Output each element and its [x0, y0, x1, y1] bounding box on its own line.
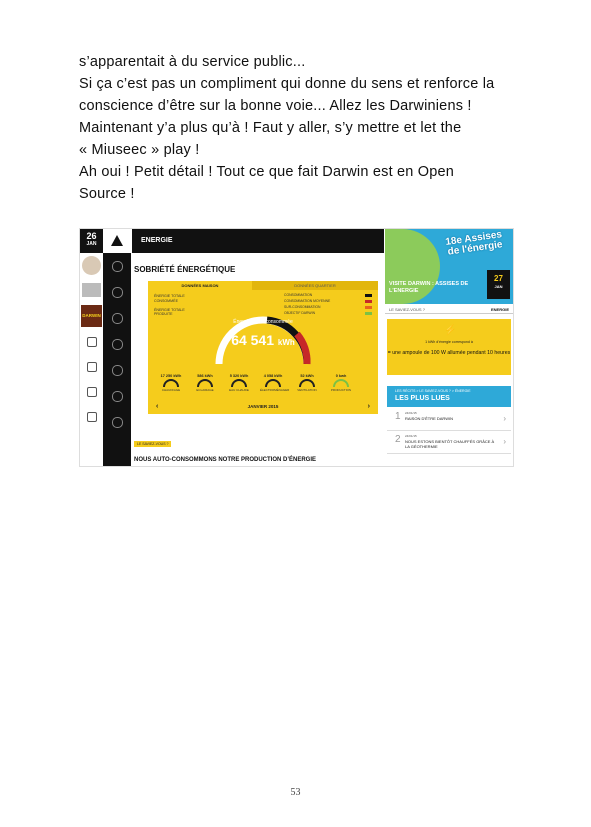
fact-line: 1 kWh d'énergie correspond à — [425, 340, 473, 344]
body-text — [79, 51, 513, 205]
trash-icon[interactable] — [112, 339, 123, 350]
banner-title: 18e Assises de l'énergie — [444, 229, 504, 258]
small-gauge — [260, 374, 290, 404]
item-number: 2 — [395, 434, 401, 445]
category-tag[interactable]: LE SAVIEZ-VOUS ? — [134, 441, 171, 447]
gear-icon[interactable] — [112, 365, 123, 376]
small-gauge-caption: EAU CHAUDE — [229, 388, 249, 392]
bulb-icon[interactable] — [112, 261, 123, 272]
breadcrumb: LES RÉCITS > LE SAVIEZ-VOUS ? > ÉNERGIE — [395, 389, 471, 393]
legend-row: CONSOMMATION — [284, 293, 372, 299]
gauge-arc-icon — [163, 379, 179, 387]
text-line: Maintenant y’a plus qu’à ! Faut y aller, s’y mettre et let the — [79, 120, 462, 136]
most-read-panel — [387, 386, 511, 466]
tab-district-data[interactable]: DONNÉES QUARTIER — [252, 281, 378, 290]
event-banner[interactable] — [385, 229, 513, 304]
darwin-logo: DARWIN — [81, 305, 102, 327]
banner-day: 27 — [494, 274, 503, 283]
legend-row: SUR-CONSOMMATION — [284, 305, 372, 311]
small-gauge-value: 52 kWh — [300, 374, 314, 378]
list-item[interactable] — [387, 431, 511, 454]
gauge-number: 64 541 — [231, 332, 275, 348]
main-panel — [132, 229, 384, 466]
tab-house-data[interactable]: DONNÉES MAISON — [148, 281, 252, 290]
bike-image — [82, 283, 101, 297]
bike-icon[interactable] — [112, 287, 123, 298]
small-gauge-value: 17 250 kWh — [160, 374, 182, 378]
did-you-know-category: ENERGIE — [490, 307, 509, 312]
date-badge — [80, 229, 103, 253]
tab-bar — [148, 281, 378, 290]
fact-highlight: = une ampoule de 100 W allumée pendant 10 heures — [387, 350, 511, 356]
text-line: Source ! — [79, 186, 135, 202]
lightning-icon: ⚡ — [444, 325, 457, 336]
main-gauge — [211, 314, 315, 366]
small-gauge — [158, 374, 184, 404]
chevron-right-icon: › — [503, 437, 506, 446]
list-item[interactable] — [387, 408, 511, 431]
page-title: SOBRIÉTÉ ÉNERGÉTIQUE — [134, 265, 236, 274]
small-gauge-caption: CHAUFFAGE — [161, 388, 181, 392]
energy-dashboard — [148, 281, 378, 414]
small-gauge-caption: ÉLECTROMÉNAGER — [260, 388, 290, 392]
gauge-arc-icon — [333, 379, 349, 387]
chevron-right-icon: › — [503, 414, 506, 423]
gauge-arc-icon — [299, 379, 315, 387]
page-number: 53 — [290, 787, 301, 798]
banner-caption: VISITE DARWIN : ASSISES DE L'ENERGIE — [389, 281, 469, 294]
small-gauge-value: 5 320 kWh — [229, 374, 249, 378]
tool-icon — [87, 337, 97, 347]
did-you-know-card — [387, 319, 511, 375]
item-title: RAISON D'ÊTRE DARWIN — [405, 416, 454, 421]
avatar — [82, 256, 101, 275]
did-you-know-label: LE SAVIEZ-VOUS ? — [389, 307, 425, 312]
gauge-unit: kWh — [277, 338, 295, 347]
chevron-right-icon[interactable]: › — [367, 403, 370, 410]
small-gauge-value: 586 kWh — [197, 374, 213, 378]
item-date: 24/01/15 — [405, 411, 417, 415]
small-gauge-value: 0 kwh — [335, 374, 347, 378]
section-bar — [132, 229, 384, 253]
text-line: s’apparentait à du service public... — [79, 54, 306, 70]
period-label: JANVIER 2015 — [247, 404, 279, 409]
item-title: NOUS ESTONS BIENTÔT CHAUFFÉS GRÂCE À LA GÉOTHERMIE — [405, 439, 495, 449]
small-gauge — [192, 374, 218, 404]
embedded-screenshot — [79, 228, 514, 467]
small-gauge-value: 4 058 kWh — [263, 374, 283, 378]
text-line: conscience d’être sur la bonne voie... Allez les Darwiniens ! — [79, 98, 472, 114]
warning-icon — [111, 235, 123, 246]
legend-row: CONSOMMATION MOYENNE — [284, 299, 372, 305]
item-date: 24/01/15 — [405, 434, 417, 438]
right-column — [385, 229, 513, 466]
date-day: 26 — [86, 231, 97, 241]
article-headline[interactable]: NOUS AUTO-CONSOMMONS NOTRE PRODUCTION D’ÉNERGIE — [134, 457, 317, 463]
small-gauge-caption: ECLAIRAGE — [196, 388, 214, 392]
leaf-icon[interactable] — [112, 313, 123, 324]
legend-row: OBJECTIF DARWIN — [284, 311, 372, 317]
section-title: ENERGIE — [141, 237, 173, 244]
small-gauge — [226, 374, 252, 404]
text-line: Si ça c’est pas un compliment qui donne du sens et renforce la — [79, 76, 495, 92]
gauge-arc-icon — [197, 379, 213, 387]
warning-tile — [103, 229, 131, 253]
small-gauge-caption: PRODUCTION — [330, 388, 352, 392]
banner-month: JAN — [494, 284, 503, 289]
left-sidebar — [80, 229, 103, 466]
black-sidebar — [103, 229, 131, 466]
gauge-arc-icon — [231, 379, 247, 387]
most-read-title: LES PLUS LUES — [395, 395, 450, 402]
most-read-header — [387, 386, 511, 407]
chevron-left-icon[interactable]: ‹ — [156, 403, 159, 410]
small-gauge — [294, 374, 320, 404]
date-month: JAN — [86, 241, 97, 247]
item-number: 1 — [395, 411, 401, 422]
map-icon — [87, 362, 97, 372]
legend-left: ÉNERGIE TOTALE CONSOMMÉE ÉNERGIE TOTALE PRODUITE — [154, 294, 185, 316]
text-line: « Miuseec » play ! — [79, 142, 200, 158]
document-icon — [87, 387, 97, 397]
wifi-icon[interactable] — [112, 391, 123, 402]
text-line: Ah oui ! Petit détail ! Tout ce que fait Darwin est en Open — [79, 164, 455, 180]
period-selector — [148, 401, 378, 414]
did-you-know-header — [385, 307, 513, 314]
gauge-value — [211, 332, 315, 348]
small-gauge-caption: VENTILATION — [297, 388, 317, 392]
small-gauge — [328, 374, 354, 404]
banner-date — [487, 270, 510, 299]
gauge-arc-icon — [265, 379, 281, 387]
cloud-icon[interactable] — [112, 417, 123, 428]
gauge-label: Énergie totale consommée — [233, 319, 293, 325]
chart-icon — [87, 412, 97, 422]
